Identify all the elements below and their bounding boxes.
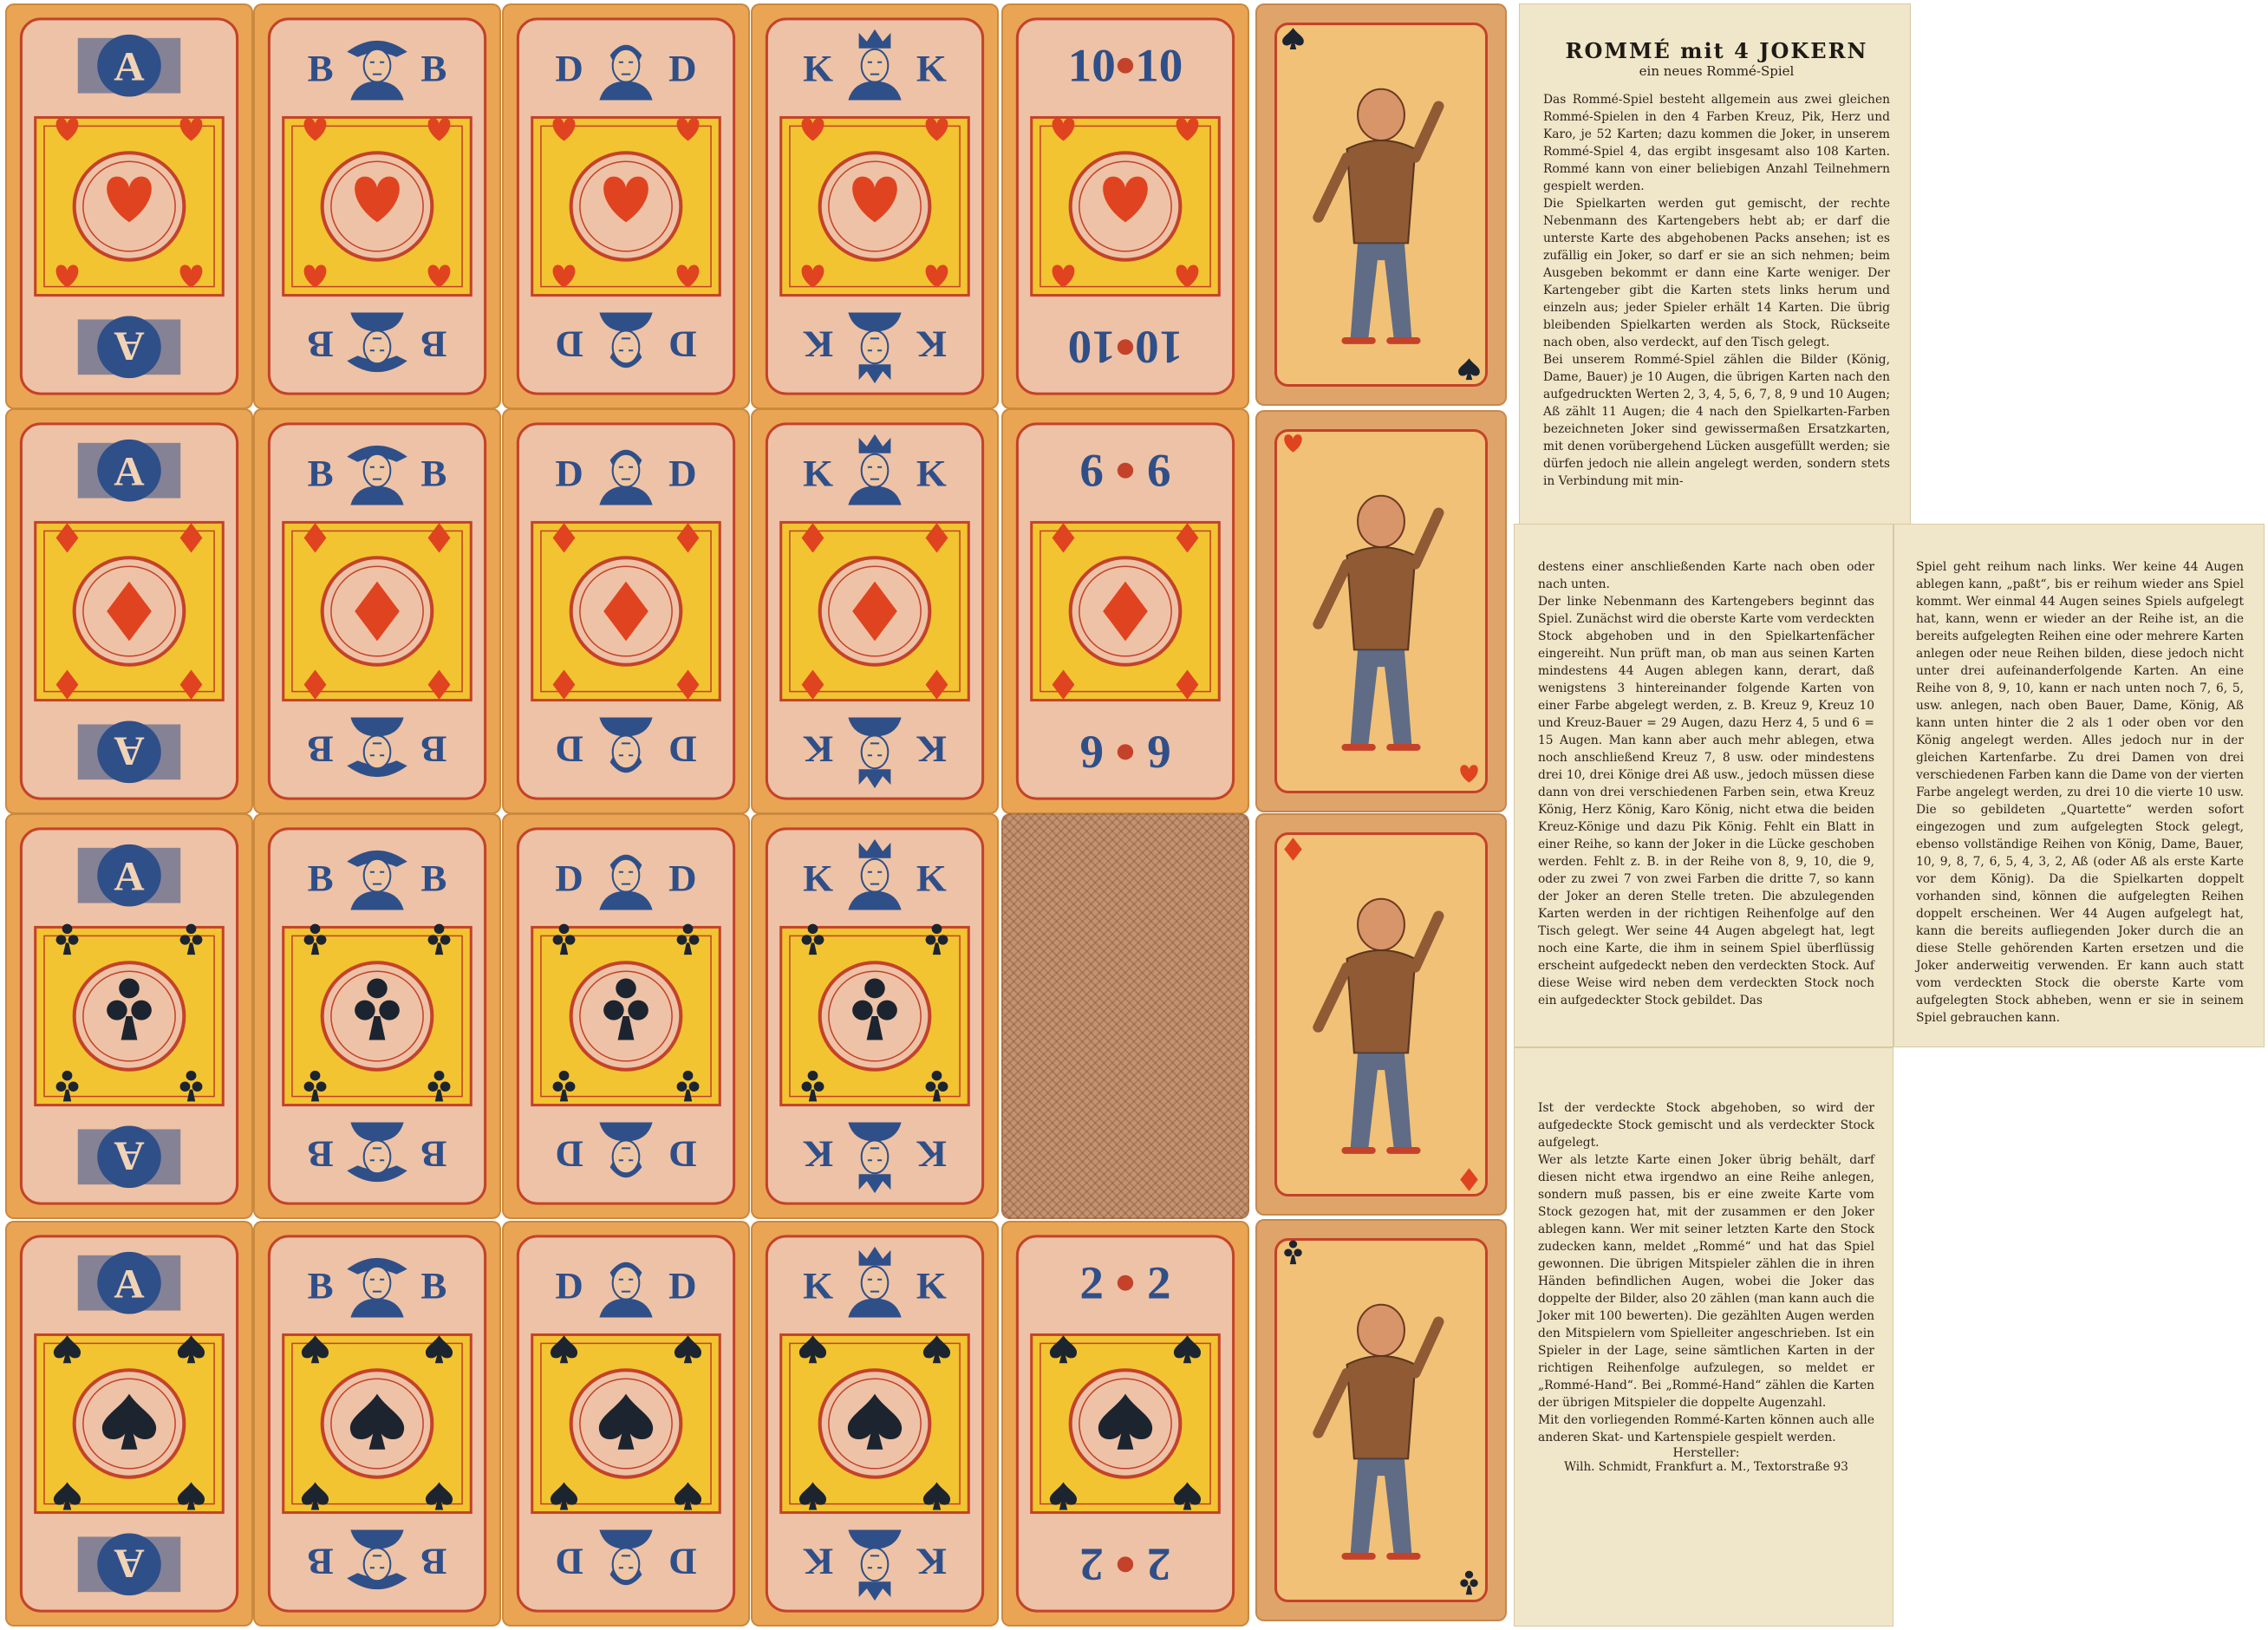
rules-text-page-2: destens einer anschließenden Karte nach oben oder nach unten. Der linke Nebenmann des Kartengebers beginnt das Spiel. Zunächst wird die oberste Karte vom verdeckten Stock abgehoben und in den Spielkartenfächer eingereiht. Nun prüft man, ob man aus seinen Karten mindestens 44 Augen ablegen kann, derart, daß wenigstens 3 hintereinander folgende Karten von einer Farbe abgelegt werden, z. B. Kreuz 9, Kreuz 10 und Kreuz-Bauer = 29 Augen, dazu Herz 4, 5 und 6 = 15 Augen. Man kann aber auch mehr ablegen, etwa noch anschließend Kreuz 7, 8 usw. oder mindestens drei 10, drei Könige drei Aß usw., jedoch müssen diese dann von drei verschiedenen Farben sein, etwa Kreuz König, Herz König, Karo König, nicht etwa die beiden Kreuz-Könige und dazu Pik König. Fehlt ein Blatt in einer Reihe, so kann der Joker in die Lücke geschoben werden. Fehlt z. B. in der Reihe von 8, 9, 10, die 9, oder zu zwei 7 von zwei Farben die dritte 7, so kann der Joker an deren Stelle treten. Die abzulegenden Karten werden in der richtigen Reihenfolge auf den Tisch gelegt. Wer seine 44 Augen abgelegt hat, legt noch eine Karte, die ihm in seinem Spiel überflüssig erscheint aufgedeckt neben den verdeckten Stock. Auf diese Weise wird neben dem verdeckten Stock noch ein aufgedeckter Stock gebildet. Das bbox=[1538, 560, 1874, 1007]
leaflet-subtitle: ein neues Rommé-Spiel bbox=[1639, 63, 1795, 79]
svg-text:B: B bbox=[420, 727, 447, 771]
svg-text:B: B bbox=[420, 1264, 447, 1307]
card-club-bauer bbox=[253, 813, 501, 1219]
card-heart-pip bbox=[1001, 3, 1249, 409]
svg-text:A: A bbox=[114, 323, 145, 368]
svg-text:D: D bbox=[555, 1264, 583, 1307]
joker-knight-in-armor-card bbox=[1255, 813, 1507, 1216]
svg-text:A: A bbox=[114, 1132, 145, 1178]
svg-text:6: 6 bbox=[1079, 726, 1104, 779]
rules-leaflet-page-3 bbox=[1893, 524, 2265, 1047]
joker-drummer-card bbox=[1255, 1219, 1507, 1621]
svg-text:B: B bbox=[307, 727, 334, 771]
svg-text:D: D bbox=[555, 47, 583, 90]
card-club-koenig bbox=[751, 813, 999, 1219]
rules-text-page-1: Das Rommé-Spiel besteht allgemein aus zwei gleichen Rommé-Spielen in den 4 Farben Kreuz, Pik, Herz und Karo, je 52 Karten; dazu kommen die Joker, in unserem Rommé-Spiel 4, das ergibt insgesamt also 108 Karten. Rommé kann von einer beliebigen Anzahl Teilnehmern gespielt werden. Die Spielkarten werden gut gemischt, der rechte Nebenmann des Kartengebers hebt ab; er darf die unterste Karte des abgehobenen Packs ansehen; ist es zufällig ein Joker, so darf er sie an sich nehmen; beim Ausgeben bekommt er dann eine Karte weniger. Der Kartengeber gibt die Karten stets links herum und einzeln aus; jeder Spieler erhält 14 Karten. Die übrig bleibenden Spielkarten werden als Stock, Rückseite nach oben, also verdeckt, auf den Tisch gelegt. Bei unserem Rommé-Spiel zählen die Bilder (König, Dame, Bauer) je 10 Augen, die übrigen Karten nach den aufgedruckten Werten 2, 3, 4, 5, 6, 7, 8, 9 und 10 Augen; Aß zählt 11 Augen; die 4 nach den Spielkarten-Farben bezeichneten Joker sind gewissermaßen Ersatzkarten, mit denen vorübergehend Lücken ausgefüllt werden; sie dürfen jedoch nie allein angelegt werden, sondern stets in Verbindung mit min- bbox=[1543, 93, 1890, 488]
card-spade-pip bbox=[1001, 1221, 1249, 1627]
card-diamond-dame bbox=[502, 408, 750, 814]
svg-text:A: A bbox=[114, 449, 145, 495]
card-diamond-pip bbox=[1001, 408, 1249, 814]
svg-text:B: B bbox=[307, 452, 334, 495]
svg-text:B: B bbox=[307, 1540, 334, 1583]
svg-text:B: B bbox=[420, 1132, 447, 1176]
card-heart-bauer bbox=[253, 3, 501, 409]
card-spade-dame bbox=[502, 1221, 750, 1627]
svg-text:A: A bbox=[114, 44, 145, 90]
svg-text:6: 6 bbox=[1147, 444, 1171, 497]
joker-peasant-with-flower-card bbox=[1255, 410, 1507, 812]
svg-text:B: B bbox=[420, 323, 447, 366]
svg-text:K: K bbox=[916, 1132, 947, 1176]
card-club-ace bbox=[5, 813, 253, 1219]
svg-text:K: K bbox=[916, 47, 947, 90]
svg-text:K: K bbox=[916, 727, 947, 771]
card-diamond-bauer bbox=[253, 408, 501, 814]
card-heart-koenig bbox=[751, 3, 999, 409]
svg-text:A: A bbox=[114, 1540, 145, 1586]
svg-text:B: B bbox=[307, 323, 334, 366]
svg-text:K: K bbox=[803, 452, 834, 495]
svg-text:A: A bbox=[114, 854, 145, 900]
svg-text:10: 10 bbox=[1135, 321, 1183, 374]
svg-text:D: D bbox=[668, 857, 697, 900]
svg-text:K: K bbox=[916, 452, 947, 495]
svg-text:10: 10 bbox=[1067, 39, 1116, 92]
card-spade-ace bbox=[5, 1221, 253, 1627]
svg-text:B: B bbox=[420, 1540, 447, 1583]
svg-text:K: K bbox=[803, 857, 834, 900]
svg-text:6: 6 bbox=[1079, 444, 1104, 497]
svg-text:D: D bbox=[555, 1540, 583, 1583]
svg-text:D: D bbox=[555, 323, 583, 366]
svg-text:B: B bbox=[307, 1132, 334, 1176]
svg-text:D: D bbox=[555, 1132, 583, 1176]
rules-leaflet-page-4 bbox=[1514, 1047, 1893, 1627]
svg-text:D: D bbox=[668, 1540, 697, 1583]
svg-text:D: D bbox=[555, 727, 583, 771]
rules-leaflet-page-1 bbox=[1519, 3, 1911, 527]
svg-text:2: 2 bbox=[1147, 1538, 1171, 1591]
card-heart-dame bbox=[502, 3, 750, 409]
card-club-dame bbox=[502, 813, 750, 1219]
svg-text:A: A bbox=[114, 727, 145, 773]
svg-text:K: K bbox=[916, 1540, 947, 1583]
svg-text:D: D bbox=[555, 857, 583, 900]
svg-text:2: 2 bbox=[1079, 1256, 1104, 1309]
svg-text:K: K bbox=[803, 1264, 834, 1307]
svg-text:D: D bbox=[668, 1132, 697, 1176]
svg-text:K: K bbox=[916, 857, 947, 900]
joker-devil-with-feather-card bbox=[1255, 3, 1507, 406]
svg-text:10: 10 bbox=[1067, 321, 1116, 374]
manufacturer-address: Wilh. Schmidt, Frankfurt a. M., Textorstraße 93 bbox=[1564, 1460, 1848, 1474]
svg-text:B: B bbox=[307, 857, 334, 900]
svg-text:K: K bbox=[803, 1132, 834, 1176]
svg-text:B: B bbox=[307, 47, 334, 90]
svg-text:D: D bbox=[668, 323, 697, 366]
svg-text:10: 10 bbox=[1135, 39, 1183, 92]
svg-text:2: 2 bbox=[1079, 1538, 1104, 1591]
svg-text:K: K bbox=[803, 47, 834, 90]
rules-text-page-3: Spiel geht reihum nach links. Wer keine 44 Augen ablegen kann, „paßt“, bis er reihum wieder ans Spiel kommt. Wer einmal 44 Augen seines Spiels aufgelegt hat, kann, wenn er wieder an der Reihe ist, an die bereits aufgelegten Reihen eine oder mehrere Karten anlegen oder neue Reihen bilden, diese jedoch nicht unter drei aufeinanderfolgende Karten. An eine Reihe von 8, 9, 10, kann er nach unten noch 7, 6, 5, usw. anlegen, nach oben Bauer, Dame, König, Aß kann unten hinter die 2 als 1 oder oben vor den König angelegt werden. Alles jedoch nur in der gleichen Kartenfarbe. Zu drei Damen von drei verschiedenen Farben kann die Dame von der vierten Farbe angelegt werden, zu drei 10 die vierte 10 usw. Die so gebildeten „Quartette“ werden sofort eingezogen und zum aufgelegten Stock gelegt, ebenso vollständige Reihen von König, Dame, Bauer, 10, 9, 8, 7, 6, 5, 4, 3, 2, Aß (oder Aß als erste Karte vor dem König). Da die Spielkarten doppelt vorhanden sind, können die aufgelegten Reihen doppelt erscheinen. Wer 44 Augen aufgelegt hat, kann die bereits aufliegenden Joker durch die an diese Stelle gehörenden Karten ersetzen und die Joker anderweitig verwenden. Er kann auch statt vom verdeckten Stock die oberste Karte vom aufgelegten Stock abheben, wenn er sie in seinem Spiel gebrauchen kann. bbox=[1916, 560, 2244, 1025]
card-heart-ace bbox=[5, 3, 253, 409]
svg-text:B: B bbox=[420, 857, 447, 900]
rules-leaflet-page-2 bbox=[1514, 524, 1893, 1047]
rules-text-page-4: Ist der verdeckte Stock abgehoben, so wird der aufgedeckte Stock gemischt und als verdeckter Stock aufgelegt. Wer als letzte Karte einen Joker übrig behält, darf diesen nicht etwa irgendwo an eine Reihe anlegen, sondern muß passen, bis er eine zweite Karte vom Stock gezogen hat, mit der zusammen er den Joker ablegen kann. Wer mit seiner letzten Karte den Stock zudecken kann, meldet „Rommé“ und hat das Spiel gewonnen. Die übrigen Mitspieler zählen die in ihren Händen befindlichen Augen, wobei die Joker das doppelte der Bilder, also 20 zählen (man kann auch die Joker mit 100 bewerten). Die gezählten Augen werden den Mitspielern vom Spielleiter angeschrieben. Ist ein Spieler in der Lage, seine sämtlichen Karten in der richtigen Reihenfolge aufzulegen, so meldet er „Rommé-Hand“. Bei „Rommé-Hand“ zählen die Karten der übrigen Mitspieler die doppelte Augenzahl. Mit den vorliegenden Rommé-Karten können auch alle anderen Skat- und Kartenspiele gespielt werden. bbox=[1538, 1101, 1874, 1444]
svg-text:K: K bbox=[803, 323, 834, 366]
svg-text:A: A bbox=[114, 1262, 145, 1307]
leaflet-title: ROMMÉ mit 4 JOKERN bbox=[1565, 38, 1868, 63]
svg-text:K: K bbox=[916, 1264, 947, 1307]
svg-text:B: B bbox=[420, 47, 447, 90]
card-back bbox=[1001, 813, 1249, 1219]
svg-text:6: 6 bbox=[1147, 726, 1171, 779]
svg-text:D: D bbox=[668, 47, 697, 90]
manufacturer-label: Hersteller: bbox=[1672, 1446, 1740, 1460]
card-diamond-koenig bbox=[751, 408, 999, 814]
svg-text:K: K bbox=[803, 1540, 834, 1583]
svg-text:D: D bbox=[668, 1264, 697, 1307]
svg-text:D: D bbox=[555, 452, 583, 495]
svg-text:D: D bbox=[668, 452, 697, 495]
svg-text:B: B bbox=[307, 1264, 334, 1307]
svg-text:D: D bbox=[668, 727, 697, 771]
svg-text:K: K bbox=[916, 323, 947, 366]
svg-text:B: B bbox=[420, 452, 447, 495]
svg-text:K: K bbox=[803, 727, 834, 771]
card-spade-bauer bbox=[253, 1221, 501, 1627]
card-spade-koenig bbox=[751, 1221, 999, 1627]
card-diamond-ace bbox=[5, 408, 253, 814]
svg-text:2: 2 bbox=[1147, 1256, 1171, 1309]
